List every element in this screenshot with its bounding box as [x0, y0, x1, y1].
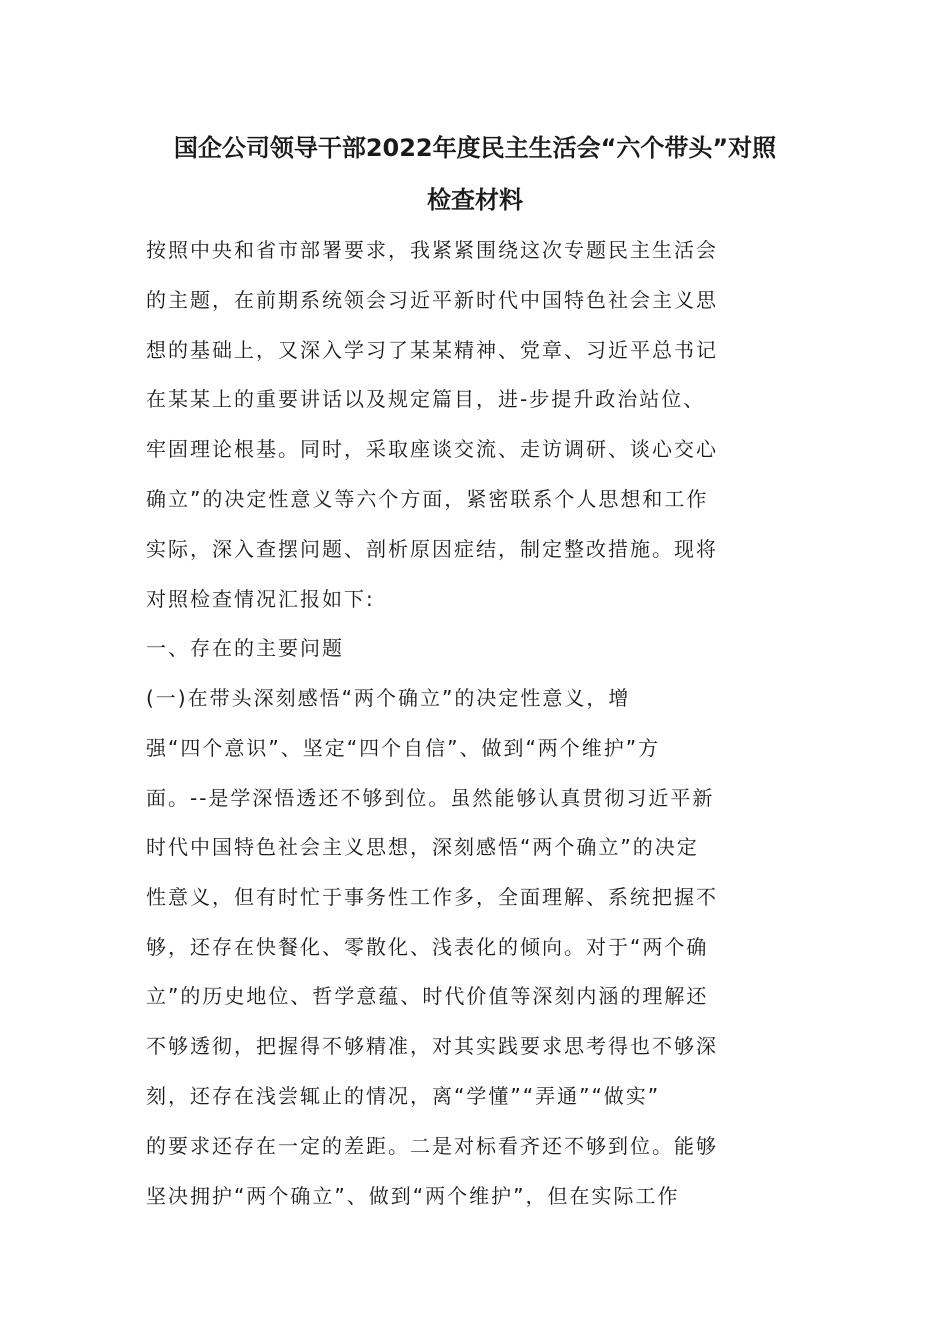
body-line-8: 对照检查情况汇报如下: [146, 587, 375, 611]
subsection-heading-1: (一)在带头深刻感悟“两个确立”的决定性意义，增 [146, 686, 631, 710]
body-line-20: 坚决拥护“两个确立”、做到“两个维护”，但在实际工作 [146, 1184, 680, 1208]
body-line-13: 时代中国特色社会主义思想，深刻感悟“两个确立”的决定 [146, 835, 699, 859]
body-line-14: 性意义，但有时忙于事务性工作多，全面理解、系统把握不 [146, 885, 718, 909]
body-line-12: 面。--是学深悟透还不够到位。虽然能够认真贯彻习近平新 [146, 786, 715, 810]
body-line-17: 不够透彻，把握得不够精准，对其实践要求思考得也不够深 [146, 1034, 718, 1058]
body-line-7: 实际，深入查摆问题、剖析原因症结，制定整改措施。现将 [146, 537, 718, 561]
body-line-18: 刻，还存在浅尝辄止的情况，离“学懂”“弄通”“做实” [146, 1084, 661, 1108]
section-heading-problems: 一、存在的主要问题 [146, 636, 344, 660]
body-line-2: 的主题，在前期系统领会习近平新时代中国特色社会主义思 [146, 288, 718, 312]
body-line-3: 想的基础上，又深入学习了某某精神、党章、习近平总书记 [146, 338, 718, 362]
document-title-line-2: 检查材料 [427, 186, 523, 214]
body-line-6: 确立”的决定性意义等六个方面，紧密联系个人思想和工作 [146, 487, 709, 511]
body-line-4: 在某某上的重要讲话以及规定篇目，进-步提升政治站位、 [146, 387, 706, 411]
body-line-11: 强“四个意识”、坚定“四个自信”、做到“两个维护”方 [146, 736, 661, 760]
body-line-16: 立”的历史地位、哲学意蕴、时代价值等深刻内涵的理解还 [146, 984, 709, 1008]
body-line-5: 牢固理论根基。同时，采取座谈交流、走访调研、谈心交心 [146, 437, 718, 461]
document-title-line-1: 国企公司领导干部2022年度民主生活会“六个带头”对照 [173, 134, 777, 162]
body-line-1: 按照中央和省市部署要求，我紧紧围绕这次专题民主生活会 [146, 238, 718, 262]
body-line-15: 够，还存在快餐化、零散化、浅表化的倾向。对于“两个确 [146, 935, 709, 959]
body-line-19: 的要求还存在一定的差距。二是对标看齐还不够到位。能够 [146, 1134, 718, 1158]
